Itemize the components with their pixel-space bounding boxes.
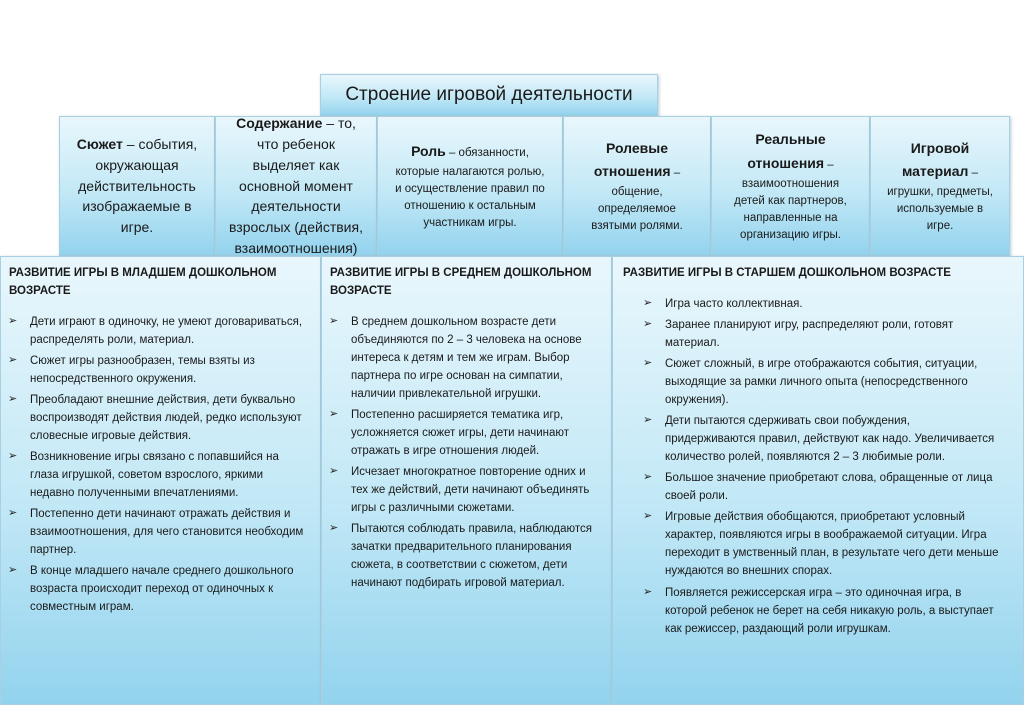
list-item: ➢ Исчезает многократное повторение одних и тех же действий, дети начинают объединять игры с различными сюжетами. — [329, 465, 590, 515]
list-item: ➢ Сюжет сложный, в игре отображаются события, ситуации, выходящие за рамки личного опыта (непосредственного окружения). — [643, 356, 978, 407]
list-item: ➢ Преобладают внешние действия, дети буквально воспроизводят действия людей, редко используют словесные игровые действия. — [8, 392, 302, 442]
category-term: Сюжет — [76, 136, 123, 153]
category-term: Ролевые отношения — [593, 139, 671, 180]
arrow-bullet-icon: ➢ — [643, 510, 653, 523]
category-term: Роль — [411, 143, 446, 160]
arrow-bullet-icon: ➢ — [8, 314, 18, 327]
diagram-title-text: Строение игровой деятельности — [345, 84, 633, 105]
arrow-bullet-icon: ➢ — [643, 296, 653, 309]
arrow-bullet-icon: ➢ — [643, 356, 653, 369]
category-desc: – игрушки, предметы, используемые в игре. — [887, 167, 993, 233]
arrow-bullet-icon: ➢ — [329, 522, 339, 535]
category-igrovoy-material — [870, 116, 1010, 256]
arrow-bullet-icon: ➢ — [329, 314, 339, 327]
arrow-bullet-icon: ➢ — [329, 407, 339, 420]
list-item: ➢ Постепенно дети начинают отражать действия и взаимоотношения, для чего становится необходим партнер. — [8, 507, 304, 557]
column-heading: РАЗВИТИЕ ИГРЫ В СРЕДНЕМ ДОШКОЛЬНОМ ВОЗРАСТЕ — [330, 267, 592, 297]
arrow-bullet-icon: ➢ — [8, 564, 18, 577]
category-desc: – взаимоотношения детей как партнеров, направленные на организацию игры. — [734, 158, 847, 241]
list-item: ➢ Дети играют в одиночку, не умеют договариваться, распределять роли, материал. — [8, 314, 303, 346]
arrow-bullet-icon: ➢ — [643, 471, 653, 484]
list-item: ➢ Дети пытаются сдерживать свои побуждения, придерживаются правил, действуют как надо. Увеличивается количество ролей, появляются 2 – 3 любимые роли. — [643, 414, 995, 464]
arrow-bullet-icon: ➢ — [643, 317, 653, 330]
list-item: ➢ В среднем дошкольном возрасте дети объединяются по 2 – 3 человека на основе интереса к детям и тем же играм. Выбор партнера по игре основан на симпатии, наличии привлекательной игрушки. — [329, 314, 582, 400]
category-term: Содержание — [236, 115, 323, 132]
list-item: ➢ Постепенно расширяется тематика игр, усложняется сюжет игры, дети начинают отражать в игре отношения людей. — [329, 407, 570, 457]
category-term: Игровой материал — [901, 139, 970, 180]
column-list — [1, 301, 320, 617]
column-list — [613, 283, 1023, 638]
arrow-bullet-icon: ➢ — [8, 353, 18, 366]
list-item: ➢ В конце младшего начале среднего дошкольного возраста происходит переход от одиночных к совместным играм. — [8, 564, 294, 614]
arrow-bullet-icon: ➢ — [643, 585, 653, 598]
arrow-bullet-icon: ➢ — [329, 465, 339, 477]
category-soderzhanie — [215, 116, 377, 256]
category-desc: – общение, определяемое взятыми ролями. — [591, 167, 683, 233]
category-desc: – события, окружающая действительность изображаемые в игре. — [78, 136, 198, 236]
category-desc: – обязанности, которые налагаются ролью, и осуществление правил по отношению к остальным участникам игры. — [395, 147, 545, 229]
category-syuzhet — [59, 116, 215, 256]
list-item: ➢ Сюжет игры разнообразен, темы взяты из непосредственного окружения. — [8, 353, 255, 385]
arrow-bullet-icon: ➢ — [643, 414, 653, 427]
category-rol — [377, 116, 563, 256]
column-younger-age — [0, 256, 321, 705]
category-desc: – то, что ребенок выделяет как основной момент деятельности взрослых (действия, взаимоотношения) — [229, 115, 363, 256]
list-item: ➢ Возникновение игры связано с попавшийся на глаза игрушкой, советом взрослого, яркими недавно полученными впечатлениями. — [8, 449, 279, 500]
category-rolevye-otnosheniya — [563, 116, 711, 256]
list-item: ➢ Большое значение приобретают слова, обращенные от лица своей роли. — [643, 471, 993, 503]
category-term: Реальные отношения — [747, 131, 826, 171]
list-item: ➢ Появляется режиссерская игра – это одиночная игра, в которой ребенок не берет на себя никакую роль, а выступает как режиссер, раздающий роли игрушкам. — [643, 585, 994, 635]
list-item: ➢ Заранее планируют игру, распределяют роли, готовят материал. — [643, 317, 954, 349]
column-heading: РАЗВИТИЕ ИГРЫ В СТАРШЕМ ДОШКОЛЬНОМ ВОЗРАСТЕ — [623, 267, 951, 279]
list-item: ➢ Пытаются соблюдать правила, наблюдаются зачатки предварительного планирования сюжета, в соответствии с сюжетом, дети начинают подбирать игровой материал. — [329, 522, 593, 590]
arrow-bullet-icon: ➢ — [8, 507, 18, 520]
list-item: ➢ Игровые действия обобщаются, приобретают условный характер, появляются игры в воображаемой ситуации. Игра переходит в умственный план, в результате чего дети меньше нуждаются во внешних спорах. — [643, 510, 999, 578]
arrow-bullet-icon: ➢ — [8, 392, 18, 405]
column-middle-age — [321, 256, 612, 705]
arrow-bullet-icon: ➢ — [8, 449, 18, 462]
column-heading: РАЗВИТИЕ ИГРЫ В МЛАДШЕМ ДОШКОЛЬНОМ ВОЗРАСТЕ — [9, 267, 277, 297]
column-older-age — [612, 256, 1024, 705]
column-list — [322, 301, 611, 593]
list-item: ➢ Игра часто коллективная. — [643, 295, 999, 313]
diagram-title — [320, 74, 658, 116]
category-realnye-otnosheniya — [711, 116, 870, 256]
